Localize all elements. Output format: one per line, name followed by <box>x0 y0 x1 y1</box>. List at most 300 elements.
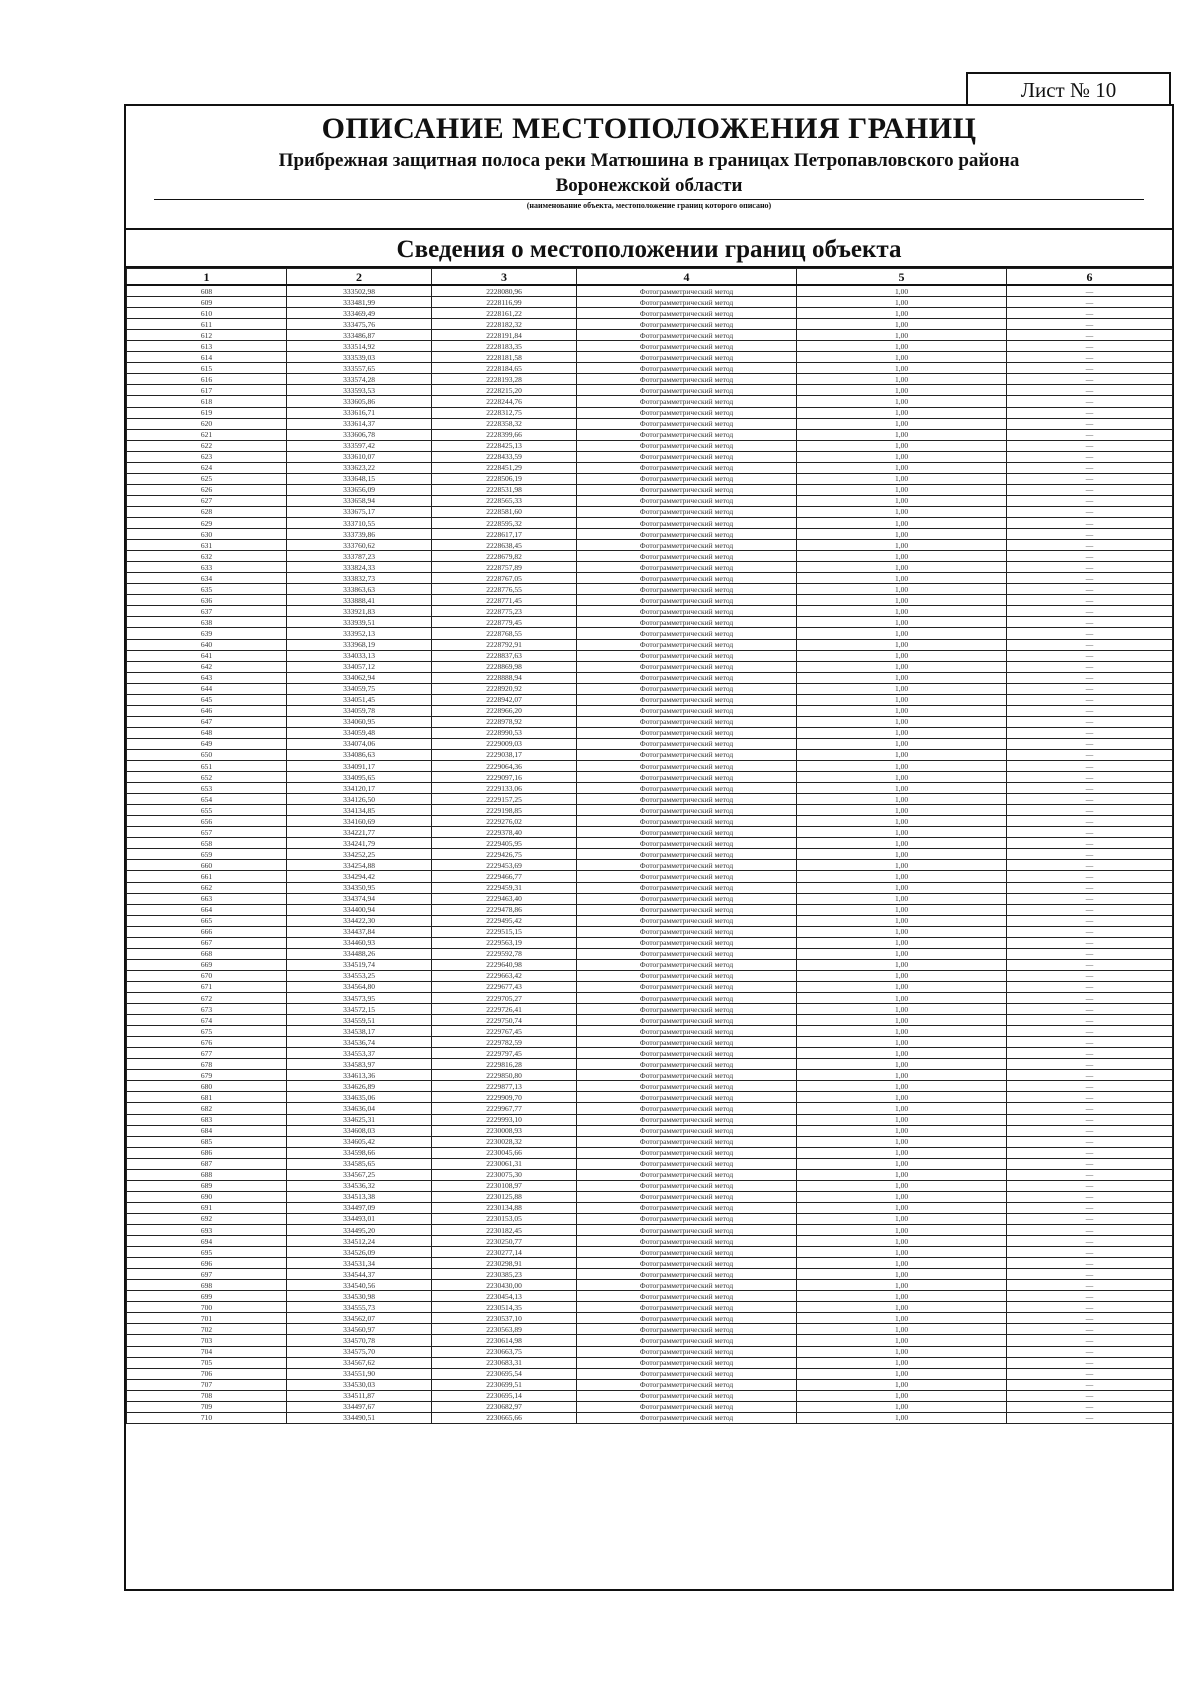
table-cell-col2: 334572,15 <box>287 1004 432 1015</box>
table-cell-col6: — <box>1007 1224 1173 1235</box>
table-cell-col3: 2229850,80 <box>432 1070 577 1081</box>
table-cell-col6: — <box>1007 1059 1173 1070</box>
table-cell-col1: 614 <box>127 352 287 363</box>
table-cell-col4: Фотограмметрический метод <box>577 1346 797 1357</box>
table-cell-col4: Фотограмметрический метод <box>577 1103 797 1114</box>
table-cell-col5: 1,00 <box>797 1302 1007 1313</box>
table-cell-col4: Фотограмметрический метод <box>577 584 797 595</box>
table-row <box>127 871 1173 882</box>
table-cell-col3: 2230695,54 <box>432 1368 577 1379</box>
table-cell-col1: 627 <box>127 495 287 506</box>
table-cell-col4: Фотограмметрический метод <box>577 495 797 506</box>
table-row <box>127 418 1173 429</box>
table-cell-col6: — <box>1007 1202 1173 1213</box>
table-cell-col5: 1,00 <box>797 352 1007 363</box>
table-cell-col6: — <box>1007 319 1173 330</box>
table-cell-col2: 333939,51 <box>287 617 432 628</box>
table-cell-col1: 650 <box>127 749 287 760</box>
table-cell-col2: 334559,51 <box>287 1015 432 1026</box>
table-row <box>127 1103 1173 1114</box>
table-cell-col5: 1,00 <box>797 805 1007 816</box>
table-cell-col4: Фотограмметрический метод <box>577 1059 797 1070</box>
table-cell-col5: 1,00 <box>797 849 1007 860</box>
table-cell-col5: 1,00 <box>797 440 1007 451</box>
table-cell-col5: 1,00 <box>797 727 1007 738</box>
table-cell-col3: 2230663,75 <box>432 1346 577 1357</box>
table-cell-col4: Фотограмметрический метод <box>577 694 797 705</box>
table-cell-col1: 680 <box>127 1081 287 1092</box>
table-cell-col4: Фотограмметрический метод <box>577 794 797 805</box>
table-row <box>127 1180 1173 1191</box>
table-row <box>127 683 1173 694</box>
table-cell-col6: — <box>1007 805 1173 816</box>
table-cell-col4: Фотограмметрический метод <box>577 540 797 551</box>
table-cell-col1: 623 <box>127 451 287 462</box>
table-cell-col2: 333760,62 <box>287 540 432 551</box>
table-cell-col3: 2229705,27 <box>432 993 577 1004</box>
table-cell-col4: Фотограмметрический метод <box>577 1269 797 1280</box>
table-cell-col3: 2229967,77 <box>432 1103 577 1114</box>
table-cell-col4: Фотограмметрический метод <box>577 738 797 749</box>
table-cell-col1: 644 <box>127 683 287 694</box>
table-cell-col5: 1,00 <box>797 1202 1007 1213</box>
table-cell-col5: 1,00 <box>797 1136 1007 1147</box>
table-cell-col6: — <box>1007 473 1173 484</box>
table-cell-col1: 638 <box>127 617 287 628</box>
table-cell-col3: 2228161,22 <box>432 308 577 319</box>
table-cell-col2: 334033,13 <box>287 650 432 661</box>
table-cell-col6: — <box>1007 330 1173 341</box>
table-cell-col6: — <box>1007 1368 1173 1379</box>
table-row <box>127 993 1173 1004</box>
table-cell-col3: 2230028,32 <box>432 1136 577 1147</box>
table-cell-col3: 2229515,15 <box>432 926 577 937</box>
table-cell-col3: 2230134,88 <box>432 1202 577 1213</box>
table-cell-col4: Фотограмметрический метод <box>577 551 797 562</box>
table-cell-col5: 1,00 <box>797 462 1007 473</box>
table-cell-col2: 334062,94 <box>287 672 432 683</box>
table-cell-col6: — <box>1007 506 1173 517</box>
table-row <box>127 959 1173 970</box>
table-row <box>127 849 1173 860</box>
table-cell-col6: — <box>1007 495 1173 506</box>
table-cell-col3: 2228837,63 <box>432 650 577 661</box>
table-cell-col4: Фотограмметрический метод <box>577 705 797 716</box>
table-cell-col1: 620 <box>127 418 287 429</box>
table-cell-col5: 1,00 <box>797 860 1007 871</box>
table-row <box>127 1004 1173 1015</box>
table-cell-col2: 334536,32 <box>287 1180 432 1191</box>
table-cell-col2: 334254,88 <box>287 860 432 871</box>
table-cell-col6: — <box>1007 385 1173 396</box>
table-row <box>127 1379 1173 1390</box>
table-cell-col6: — <box>1007 1258 1173 1269</box>
table-cell-col5: 1,00 <box>797 506 1007 517</box>
table-cell-col6: — <box>1007 551 1173 562</box>
table-cell-col6: — <box>1007 639 1173 650</box>
table-cell-col1: 635 <box>127 584 287 595</box>
table-cell-col5: 1,00 <box>797 341 1007 352</box>
table-cell-col2: 334551,90 <box>287 1368 432 1379</box>
table-cell-col3: 2229663,42 <box>432 970 577 981</box>
table-cell-col2: 334544,37 <box>287 1269 432 1280</box>
table-row <box>127 429 1173 440</box>
table-cell-col6: — <box>1007 1147 1173 1158</box>
table-cell-col1: 611 <box>127 319 287 330</box>
table-cell-col5: 1,00 <box>797 893 1007 904</box>
table-row <box>127 893 1173 904</box>
table-cell-col1: 616 <box>127 374 287 385</box>
table-cell-col5: 1,00 <box>797 617 1007 628</box>
table-cell-col4: Фотограмметрический метод <box>577 981 797 992</box>
table-cell-col6: — <box>1007 1158 1173 1169</box>
table-cell-col1: 690 <box>127 1191 287 1202</box>
table-cell-col4: Фотограмметрический метод <box>577 1335 797 1346</box>
table-cell-col5: 1,00 <box>797 606 1007 617</box>
table-cell-col1: 709 <box>127 1401 287 1412</box>
table-row <box>127 716 1173 727</box>
table-cell-col1: 630 <box>127 529 287 540</box>
table-cell-col3: 2230061,31 <box>432 1158 577 1169</box>
table-row <box>127 330 1173 341</box>
table-cell-col1: 626 <box>127 484 287 495</box>
table-cell-col5: 1,00 <box>797 1070 1007 1081</box>
table-row <box>127 595 1173 606</box>
table-cell-col2: 334540,56 <box>287 1280 432 1291</box>
table-row <box>127 1313 1173 1324</box>
table-cell-col4: Фотограмметрический метод <box>577 1015 797 1026</box>
table-cell-col3: 2228184,65 <box>432 363 577 374</box>
column-header-3: 3 <box>432 269 577 286</box>
table-cell-col5: 1,00 <box>797 661 1007 672</box>
table-cell-col4: Фотограмметрический метод <box>577 341 797 352</box>
table-cell-col3: 2228581,60 <box>432 506 577 517</box>
table-row <box>127 1258 1173 1269</box>
table-cell-col3: 2228776,55 <box>432 584 577 595</box>
table-cell-col5: 1,00 <box>797 562 1007 573</box>
table-cell-col3: 2230108,97 <box>432 1180 577 1191</box>
table-cell-col5: 1,00 <box>797 1291 1007 1302</box>
table-cell-col6: — <box>1007 772 1173 783</box>
table-cell-col2: 333574,28 <box>287 374 432 385</box>
table-cell-col6: — <box>1007 1037 1173 1048</box>
table-cell-col2: 333658,94 <box>287 495 432 506</box>
table-cell-col5: 1,00 <box>797 473 1007 484</box>
table-cell-col5: 1,00 <box>797 1313 1007 1324</box>
table-cell-col6: — <box>1007 727 1173 738</box>
table-cell-col5: 1,00 <box>797 1379 1007 1390</box>
table-cell-col6: — <box>1007 562 1173 573</box>
table-cell-col2: 334497,67 <box>287 1401 432 1412</box>
table-cell-col5: 1,00 <box>797 1158 1007 1169</box>
table-cell-col2: 334074,06 <box>287 738 432 749</box>
table-cell-col3: 2230563,89 <box>432 1324 577 1335</box>
table-row <box>127 970 1173 981</box>
table-cell-col3: 2229157,25 <box>432 794 577 805</box>
table-cell-col3: 2229198,85 <box>432 805 577 816</box>
table-cell-col3: 2228775,23 <box>432 606 577 617</box>
table-cell-col3: 2228942,07 <box>432 694 577 705</box>
table-cell-col3: 2228244,76 <box>432 396 577 407</box>
table-cell-col3: 2229677,43 <box>432 981 577 992</box>
table-cell-col6: — <box>1007 1103 1173 1114</box>
table-cell-col5: 1,00 <box>797 308 1007 319</box>
table-cell-col2: 334519,74 <box>287 959 432 970</box>
table-row <box>127 749 1173 760</box>
table-cell-col3: 2230008,93 <box>432 1125 577 1136</box>
table-cell-col1: 664 <box>127 904 287 915</box>
table-cell-col5: 1,00 <box>797 1324 1007 1335</box>
table-cell-col5: 1,00 <box>797 573 1007 584</box>
table-cell-col4: Фотограмметрический метод <box>577 816 797 827</box>
table-cell-col3: 2229466,77 <box>432 871 577 882</box>
table-cell-col4: Фотограмметрический метод <box>577 473 797 484</box>
table-row <box>127 484 1173 495</box>
table-cell-col1: 686 <box>127 1147 287 1158</box>
table-cell-col3: 2228506,19 <box>432 473 577 484</box>
table-cell-col3: 2228768,55 <box>432 628 577 639</box>
table-cell-col1: 645 <box>127 694 287 705</box>
table-cell-col3: 2228181,58 <box>432 352 577 363</box>
table-row <box>127 1092 1173 1103</box>
table-cell-col2: 333832,73 <box>287 573 432 584</box>
table-row <box>127 1346 1173 1357</box>
table-cell-col1: 624 <box>127 462 287 473</box>
table-cell-col2: 334134,85 <box>287 805 432 816</box>
table-row <box>127 319 1173 330</box>
table-cell-col1: 618 <box>127 396 287 407</box>
table-cell-col4: Фотограмметрический метод <box>577 1125 797 1136</box>
table-cell-col1: 688 <box>127 1169 287 1180</box>
table-cell-col1: 662 <box>127 882 287 893</box>
table-cell-col4: Фотограмметрический метод <box>577 959 797 970</box>
table-cell-col3: 2228193,28 <box>432 374 577 385</box>
table-cell-col3: 2228978,92 <box>432 716 577 727</box>
table-cell-col3: 2228920,92 <box>432 683 577 694</box>
table-row <box>127 1335 1173 1346</box>
table-cell-col3: 2228451,29 <box>432 462 577 473</box>
table-cell-col6: — <box>1007 959 1173 970</box>
table-cell-col6: — <box>1007 661 1173 672</box>
table-cell-col2: 333481,99 <box>287 297 432 308</box>
table-cell-col1: 663 <box>127 893 287 904</box>
table-row <box>127 1147 1173 1158</box>
table-cell-col2: 334252,25 <box>287 849 432 860</box>
table-cell-col6: — <box>1007 1169 1173 1180</box>
table-row <box>127 761 1173 772</box>
table-cell-col1: 667 <box>127 937 287 948</box>
table-row <box>127 396 1173 407</box>
table-cell-col6: — <box>1007 937 1173 948</box>
table-cell-col2: 334091,17 <box>287 761 432 772</box>
table-cell-col1: 708 <box>127 1390 287 1401</box>
table-cell-col3: 2228767,05 <box>432 573 577 584</box>
table-cell-col2: 333539,03 <box>287 352 432 363</box>
table-cell-col4: Фотограмметрический метод <box>577 1302 797 1313</box>
table-cell-col6: — <box>1007 694 1173 705</box>
table-cell-col2: 333952,13 <box>287 628 432 639</box>
table-cell-col4: Фотограмметрический метод <box>577 1191 797 1202</box>
table-cell-col5: 1,00 <box>797 716 1007 727</box>
table-cell-col4: Фотограмметрический метод <box>577 727 797 738</box>
table-cell-col4: Фотограмметрический метод <box>577 440 797 451</box>
table-row <box>127 1202 1173 1213</box>
table-cell-col4: Фотограмметрический метод <box>577 948 797 959</box>
table-cell-col5: 1,00 <box>797 694 1007 705</box>
table-cell-col5: 1,00 <box>797 761 1007 772</box>
table-cell-col5: 1,00 <box>797 970 1007 981</box>
table-row <box>127 1048 1173 1059</box>
table-cell-col4: Фотограмметрический метод <box>577 1390 797 1401</box>
table-cell-col1: 687 <box>127 1158 287 1169</box>
table-cell-col5: 1,00 <box>797 882 1007 893</box>
table-cell-col2: 333710,55 <box>287 517 432 528</box>
table-cell-col6: — <box>1007 915 1173 926</box>
table-cell-col2: 334437,84 <box>287 926 432 937</box>
table-row <box>127 1357 1173 1368</box>
table-cell-col6: — <box>1007 1191 1173 1202</box>
table-cell-col3: 2228358,32 <box>432 418 577 429</box>
table-row <box>127 1169 1173 1180</box>
table-cell-col5: 1,00 <box>797 827 1007 838</box>
table-cell-col2: 333863,63 <box>287 584 432 595</box>
table-cell-col1: 693 <box>127 1224 287 1235</box>
table-row <box>127 650 1173 661</box>
table-cell-col2: 333787,23 <box>287 551 432 562</box>
table-cell-col3: 2229767,45 <box>432 1026 577 1037</box>
table-cell-col4: Фотограмметрический метод <box>577 1379 797 1390</box>
table-row <box>127 948 1173 959</box>
table-cell-col3: 2228595,32 <box>432 517 577 528</box>
table-cell-col5: 1,00 <box>797 772 1007 783</box>
table-row <box>127 440 1173 451</box>
table-cell-col5: 1,00 <box>797 1390 1007 1401</box>
table-cell-col6: — <box>1007 418 1173 429</box>
table-cell-col2: 334059,78 <box>287 705 432 716</box>
table-cell-col4: Фотограмметрический метод <box>577 1180 797 1191</box>
table-body <box>127 285 1173 1423</box>
table-cell-col6: — <box>1007 595 1173 606</box>
table-row <box>127 805 1173 816</box>
table-cell-col2: 334460,93 <box>287 937 432 948</box>
table-cell-col4: Фотограмметрический метод <box>577 297 797 308</box>
table-cell-col1: 661 <box>127 871 287 882</box>
table-cell-col4: Фотограмметрический метод <box>577 639 797 650</box>
table-cell-col3: 2229133,06 <box>432 783 577 794</box>
table-cell-col1: 675 <box>127 1026 287 1037</box>
table-cell-col5: 1,00 <box>797 374 1007 385</box>
table-cell-col6: — <box>1007 683 1173 694</box>
table-cell-col1: 643 <box>127 672 287 683</box>
table-cell-col1: 613 <box>127 341 287 352</box>
table-cell-col5: 1,00 <box>797 517 1007 528</box>
table-cell-col6: — <box>1007 838 1173 849</box>
table-cell-col3: 2229495,42 <box>432 915 577 926</box>
table-cell-col6: — <box>1007 981 1173 992</box>
table-row <box>127 904 1173 915</box>
table-row <box>127 606 1173 617</box>
table-cell-col4: Фотограмметрический метод <box>577 827 797 838</box>
table-cell-col1: 689 <box>127 1180 287 1191</box>
table-cell-col4: Фотограмметрический метод <box>577 385 797 396</box>
table-cell-col1: 652 <box>127 772 287 783</box>
table-cell-col4: Фотограмметрический метод <box>577 506 797 517</box>
table-cell-col2: 333614,37 <box>287 418 432 429</box>
table-cell-col2: 334553,25 <box>287 970 432 981</box>
table-row <box>127 462 1173 473</box>
table-cell-col1: 615 <box>127 363 287 374</box>
document-frame <box>124 104 1174 1591</box>
table-cell-col2: 333675,17 <box>287 506 432 517</box>
table-cell-col6: — <box>1007 783 1173 794</box>
column-header-1: 1 <box>127 269 287 286</box>
table-cell-col3: 2230298,91 <box>432 1258 577 1269</box>
table-cell-col2: 334422,30 <box>287 915 432 926</box>
table-cell-col4: Фотограмметрический метод <box>577 363 797 374</box>
table-cell-col4: Фотограмметрический метод <box>577 285 797 297</box>
table-cell-col2: 334086,63 <box>287 749 432 760</box>
table-cell-col6: — <box>1007 363 1173 374</box>
table-cell-col4: Фотограмметрический метод <box>577 783 797 794</box>
document-title: ОПИСАНИЕ МЕСТОПОЛОЖЕНИЯ ГРАНИЦ <box>321 112 977 145</box>
table-cell-col5: 1,00 <box>797 738 1007 749</box>
table-cell-col4: Фотограмметрический метод <box>577 484 797 495</box>
table-cell-col1: 649 <box>127 738 287 749</box>
table-cell-col2: 334059,48 <box>287 727 432 738</box>
table-row <box>127 363 1173 374</box>
table-cell-col4: Фотограмметрический метод <box>577 374 797 385</box>
table-cell-col4: Фотограмметрический метод <box>577 573 797 584</box>
table-cell-col3: 2228990,53 <box>432 727 577 738</box>
table-cell-col2: 333921,83 <box>287 606 432 617</box>
table-cell-col6: — <box>1007 1004 1173 1015</box>
table-row <box>127 1037 1173 1048</box>
table-cell-col2: 334294,42 <box>287 871 432 882</box>
table-cell-col1: 682 <box>127 1103 287 1114</box>
table-cell-col4: Фотограмметрический метод <box>577 915 797 926</box>
table-cell-col3: 2230514,35 <box>432 1302 577 1313</box>
table-cell-col1: 608 <box>127 285 287 297</box>
table-cell-col1: 654 <box>127 794 287 805</box>
table-cell-col4: Фотограмметрический метод <box>577 805 797 816</box>
table-cell-col1: 625 <box>127 473 287 484</box>
table-cell-col4: Фотограмметрический метод <box>577 628 797 639</box>
table-cell-col6: — <box>1007 1136 1173 1147</box>
table-cell-col2: 334570,78 <box>287 1335 432 1346</box>
table-cell-col4: Фотограмметрический метод <box>577 352 797 363</box>
table-cell-col3: 2228182,32 <box>432 319 577 330</box>
table-cell-col1: 678 <box>127 1059 287 1070</box>
table-cell-col4: Фотограмметрический метод <box>577 1081 797 1092</box>
table-cell-col2: 334160,69 <box>287 816 432 827</box>
table-cell-col3: 2230683,31 <box>432 1357 577 1368</box>
table-row <box>127 573 1173 584</box>
table-cell-col2: 333610,07 <box>287 451 432 462</box>
table-cell-col5: 1,00 <box>797 1125 1007 1136</box>
table-cell-col5: 1,00 <box>797 1169 1007 1180</box>
table-cell-col4: Фотограмметрический метод <box>577 993 797 1004</box>
table-cell-col3: 2228888,94 <box>432 672 577 683</box>
coordinates-table <box>126 268 1173 1424</box>
table-cell-col4: Фотограмметрический метод <box>577 1147 797 1158</box>
table-cell-col5: 1,00 <box>797 1280 1007 1291</box>
table-cell-col6: — <box>1007 484 1173 495</box>
table-cell-col1: 617 <box>127 385 287 396</box>
table-cell-col2: 334531,34 <box>287 1258 432 1269</box>
table-cell-col6: — <box>1007 584 1173 595</box>
table-cell-col3: 2230045,66 <box>432 1147 577 1158</box>
table-cell-col6: — <box>1007 1390 1173 1401</box>
